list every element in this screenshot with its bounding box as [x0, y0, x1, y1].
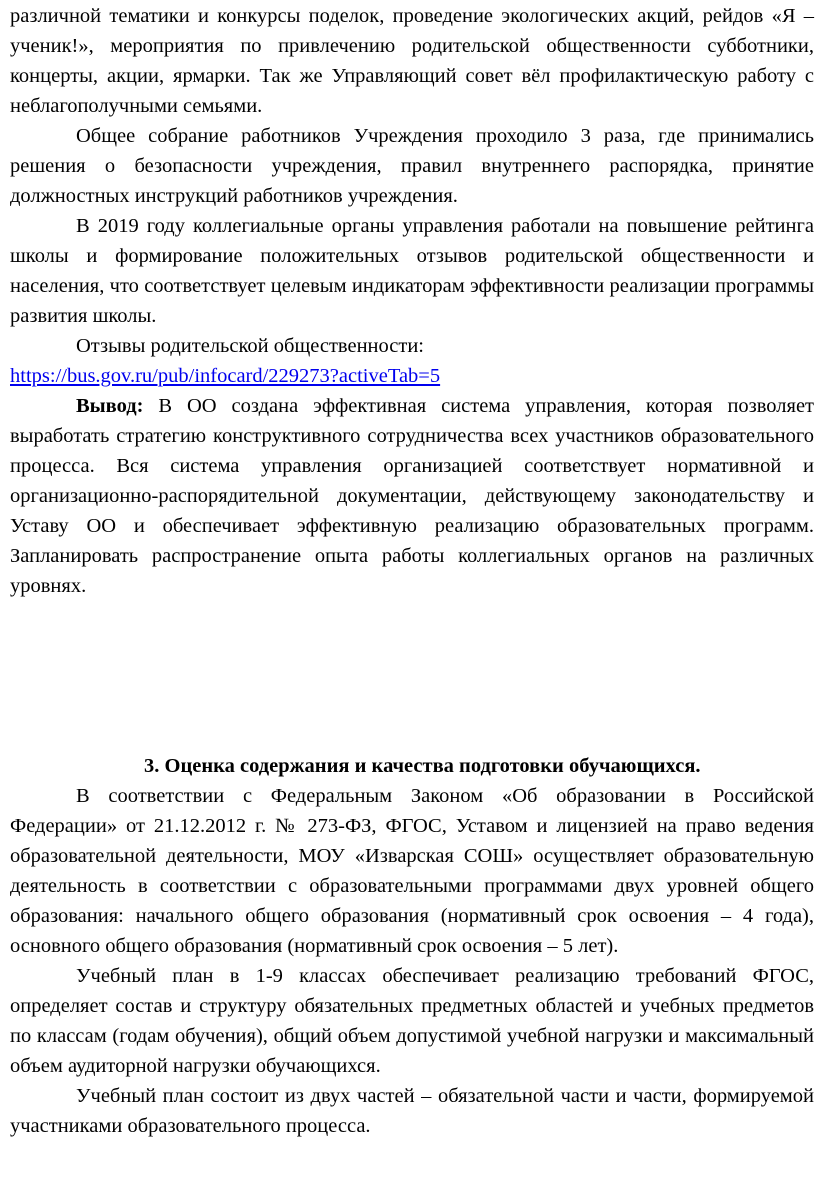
- paragraph-curriculum-parts: Учебный план состоит из двух частей – обязательной части и части, формируемой участниками образовательного процесса.: [10, 1085, 814, 1137]
- reviews-link[interactable]: https://bus.gov.ru/pub/infocard/229273?activeTab=5: [10, 365, 441, 387]
- paragraph-collegial-bodies-2019: В 2019 году коллегиальные органы управления работали на повышение рейтинга школы и формирование положительных отзывов родительской общественности и населения, что соответствует целевым индикаторам эффективности реализации программы развития школы.: [10, 215, 814, 327]
- conclusion-label: Вывод:: [76, 395, 144, 417]
- paragraph-parent-reviews: Отзывы родительской общественности:: [76, 335, 424, 357]
- paragraph-conclusion: [10, 391, 814, 601]
- paragraph-general-meeting: Общее собрание работников Учреждения проходило 3 раза, где принимались решения о безопасности учреждения, правил внутреннего распорядка, принятие должностных инструкций работников учреждения.: [10, 125, 814, 207]
- paragraph-legal-basis: В соответствии с Федеральным Законом «Об образовании в Российской Федерации» от 21.12.2012 г. № 273-ФЗ, ФГОС, Уставом и лицензией на право ведения образовательной деятельности, МОУ «Изварская СОШ» осуществляет образовательную деятельность в соответствии с образовательными программами двух уровней общего образования: начального общего образования (нормативный срок освоения – 4 года), основного общего образования (нормативный срок освоения – 5 лет).: [10, 785, 814, 957]
- section-heading: 3. Оценка содержания и качества подготовки обучающихся.: [144, 755, 701, 777]
- document-page: [10, 0, 814, 1141]
- link-line: [10, 361, 814, 391]
- paragraph-curriculum: Учебный план в 1-9 классах обеспечивает реализацию требований ФГОС, определяет состав и структуру обязательных предметных областей и учебных предметов по классам (годам обучения), общий объем допустимой учебной нагрузки и максимальный объем аудиторной нагрузки обучающихся.: [10, 965, 814, 1077]
- paragraph-activities-continuation: различной тематики и конкурсы поделок, проведение экологических акций, рейдов «Я – ученик!», мероприятия по привлечению родительской общественности субботники, концерты, акции, ярмарки. Так же Управляющий совет вёл профилактическую работу с неблагополучными семьями.: [10, 5, 814, 117]
- conclusion-text: В ОО создана эффективная система управления, которая позволяет выработать стратегию конструктивного сотрудничества всех участников образовательного процесса. Вся система управления организацией соответствует нормативной и организационно-распорядительной документации, действующему законодательству и Уставу ОО и обеспечивает эффективную реализацию образовательных программ. Запланировать распространение опыта работы коллегиальных органов на различных уровнях.: [10, 395, 814, 597]
- blank-space: [10, 601, 814, 751]
